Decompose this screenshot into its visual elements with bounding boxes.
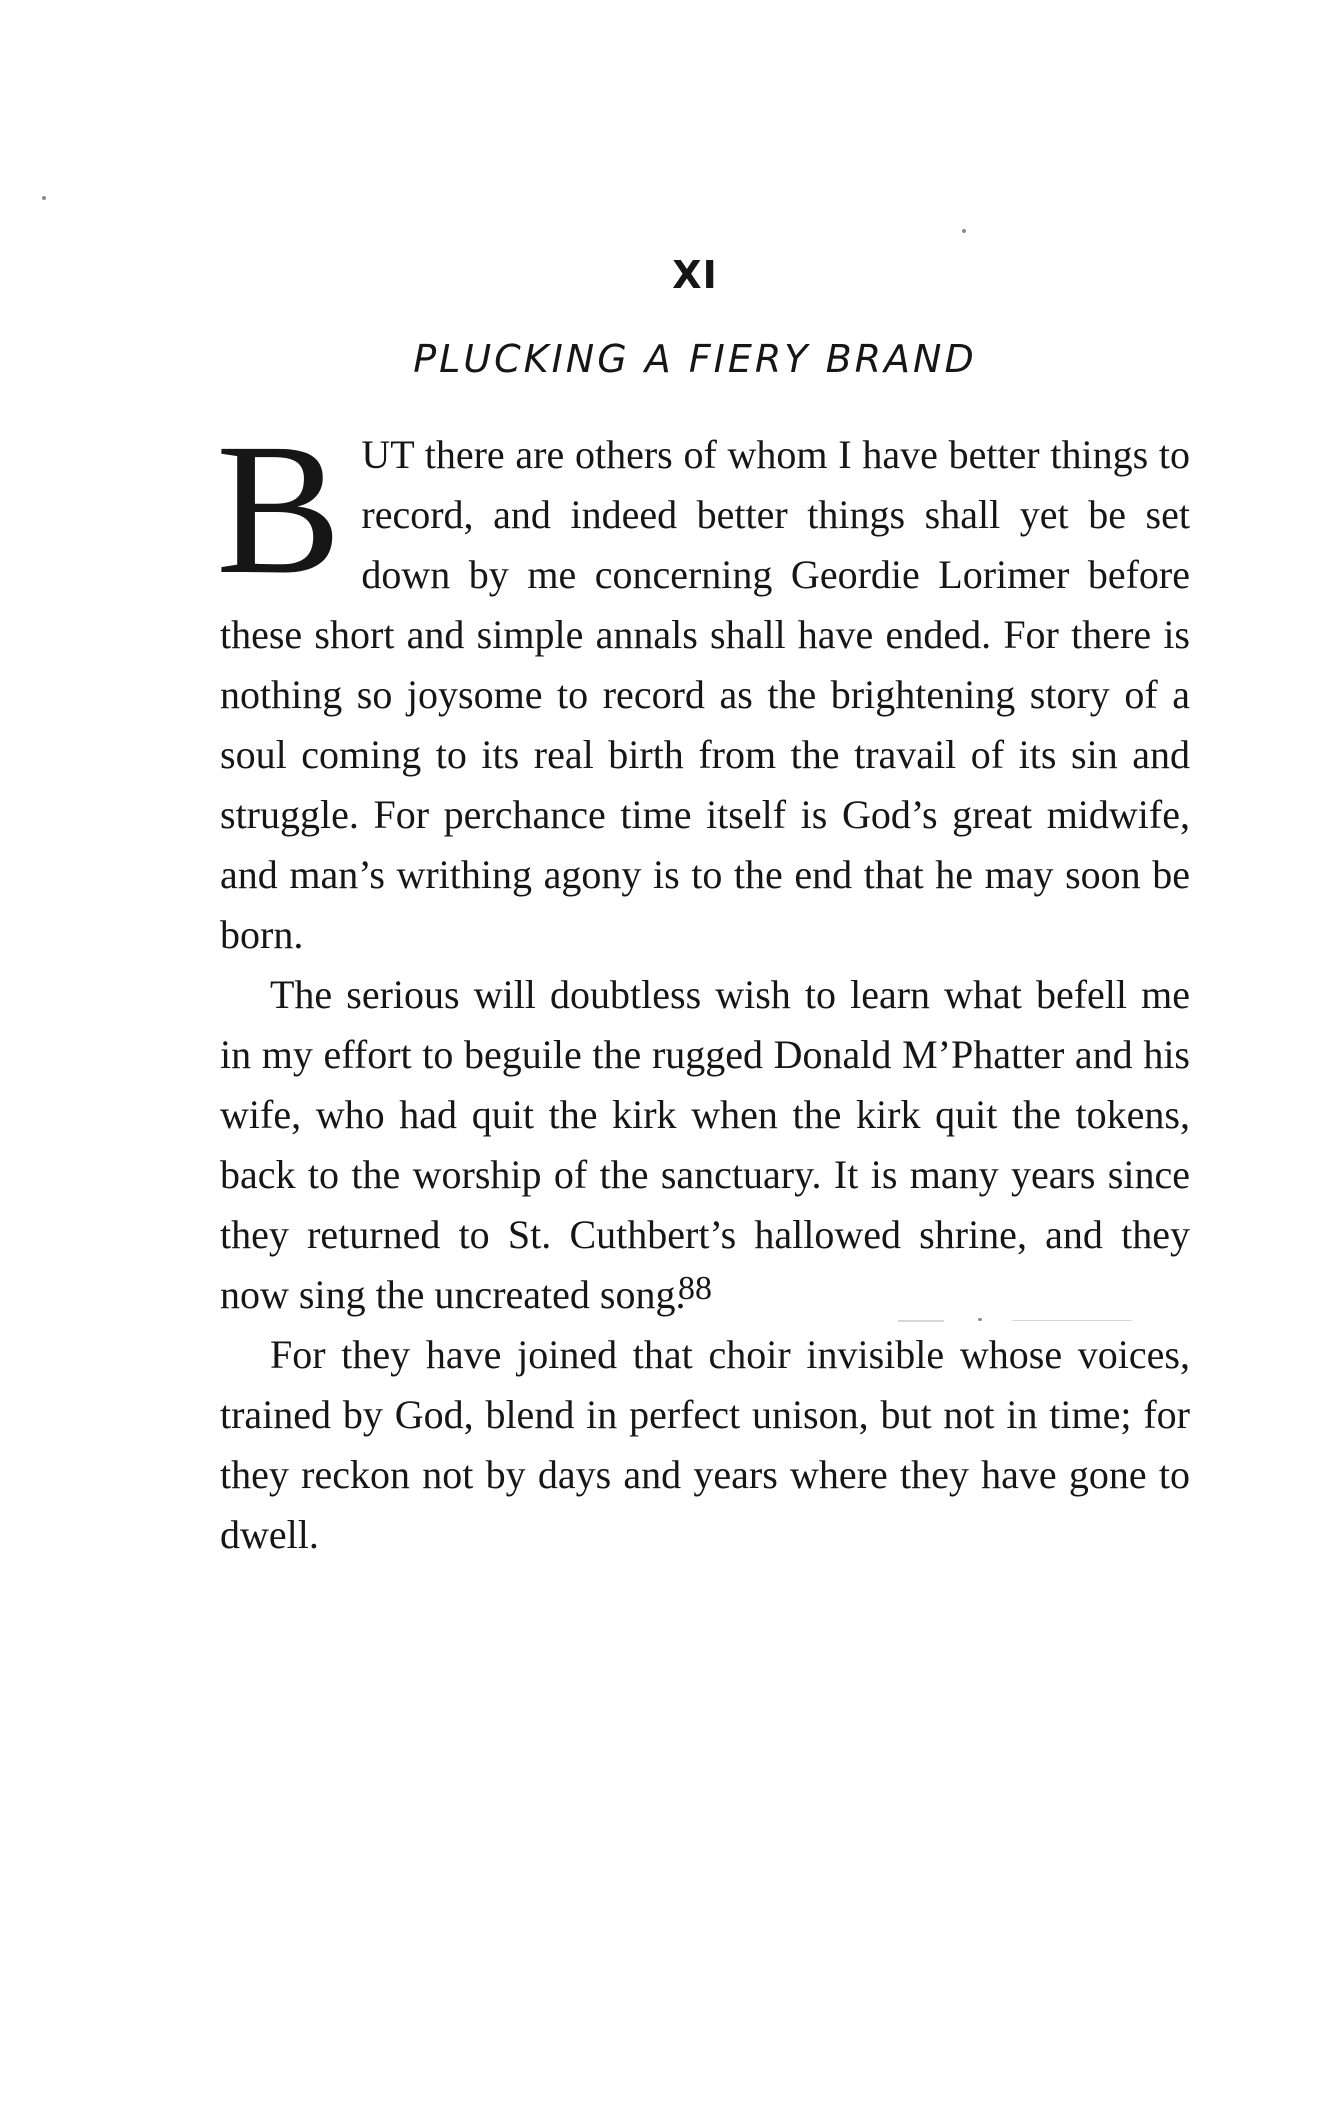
chapter-title: PLUCKING A FIERY BRAND [413, 337, 977, 381]
paragraph-third: For they have joined that choir invisible whose voices, trained by God, blend in perfect unison, but not in time; for they reckon not by days and years where they have gone to dwell. [220, 1332, 1190, 1557]
paragraph-opening [216, 404, 1190, 965]
scan-line [1012, 1320, 1132, 1321]
drop-cap: B [216, 404, 342, 613]
scan-speck [962, 229, 966, 233]
body-text [216, 404, 1190, 1565]
paragraph-opening-text: UT there are others of whom I have better things to record, and indeed better things shall yet be set down by me concerning Geordie Lorimer before these short and simple annals shall have ended. For there is nothing so joysome to record as the brightening story of a soul coming to its real birth from the travail of its sin and struggle. For perchance time itself is God’s great midwife, and man’s writhing agony is to the end that he may soon be born. [220, 432, 1190, 957]
chapter-number: XI [672, 253, 718, 297]
scan-speck [42, 196, 46, 200]
paragraph-second: The serious will doubtless wish to learn what befell me in my effort to beguile the rugged Donald M’Phatter and his wife, who had quit the kirk when the kirk quit the tokens, back to the worship of the sanctuary. It is many years since they returned to St. Cuthbert’s hallowed shrine, and they now sing the uncreated song. [220, 972, 1190, 1317]
scan-speck [978, 1318, 982, 1321]
scan-line [898, 1320, 944, 1322]
page-number: 88 [678, 1270, 712, 1307]
